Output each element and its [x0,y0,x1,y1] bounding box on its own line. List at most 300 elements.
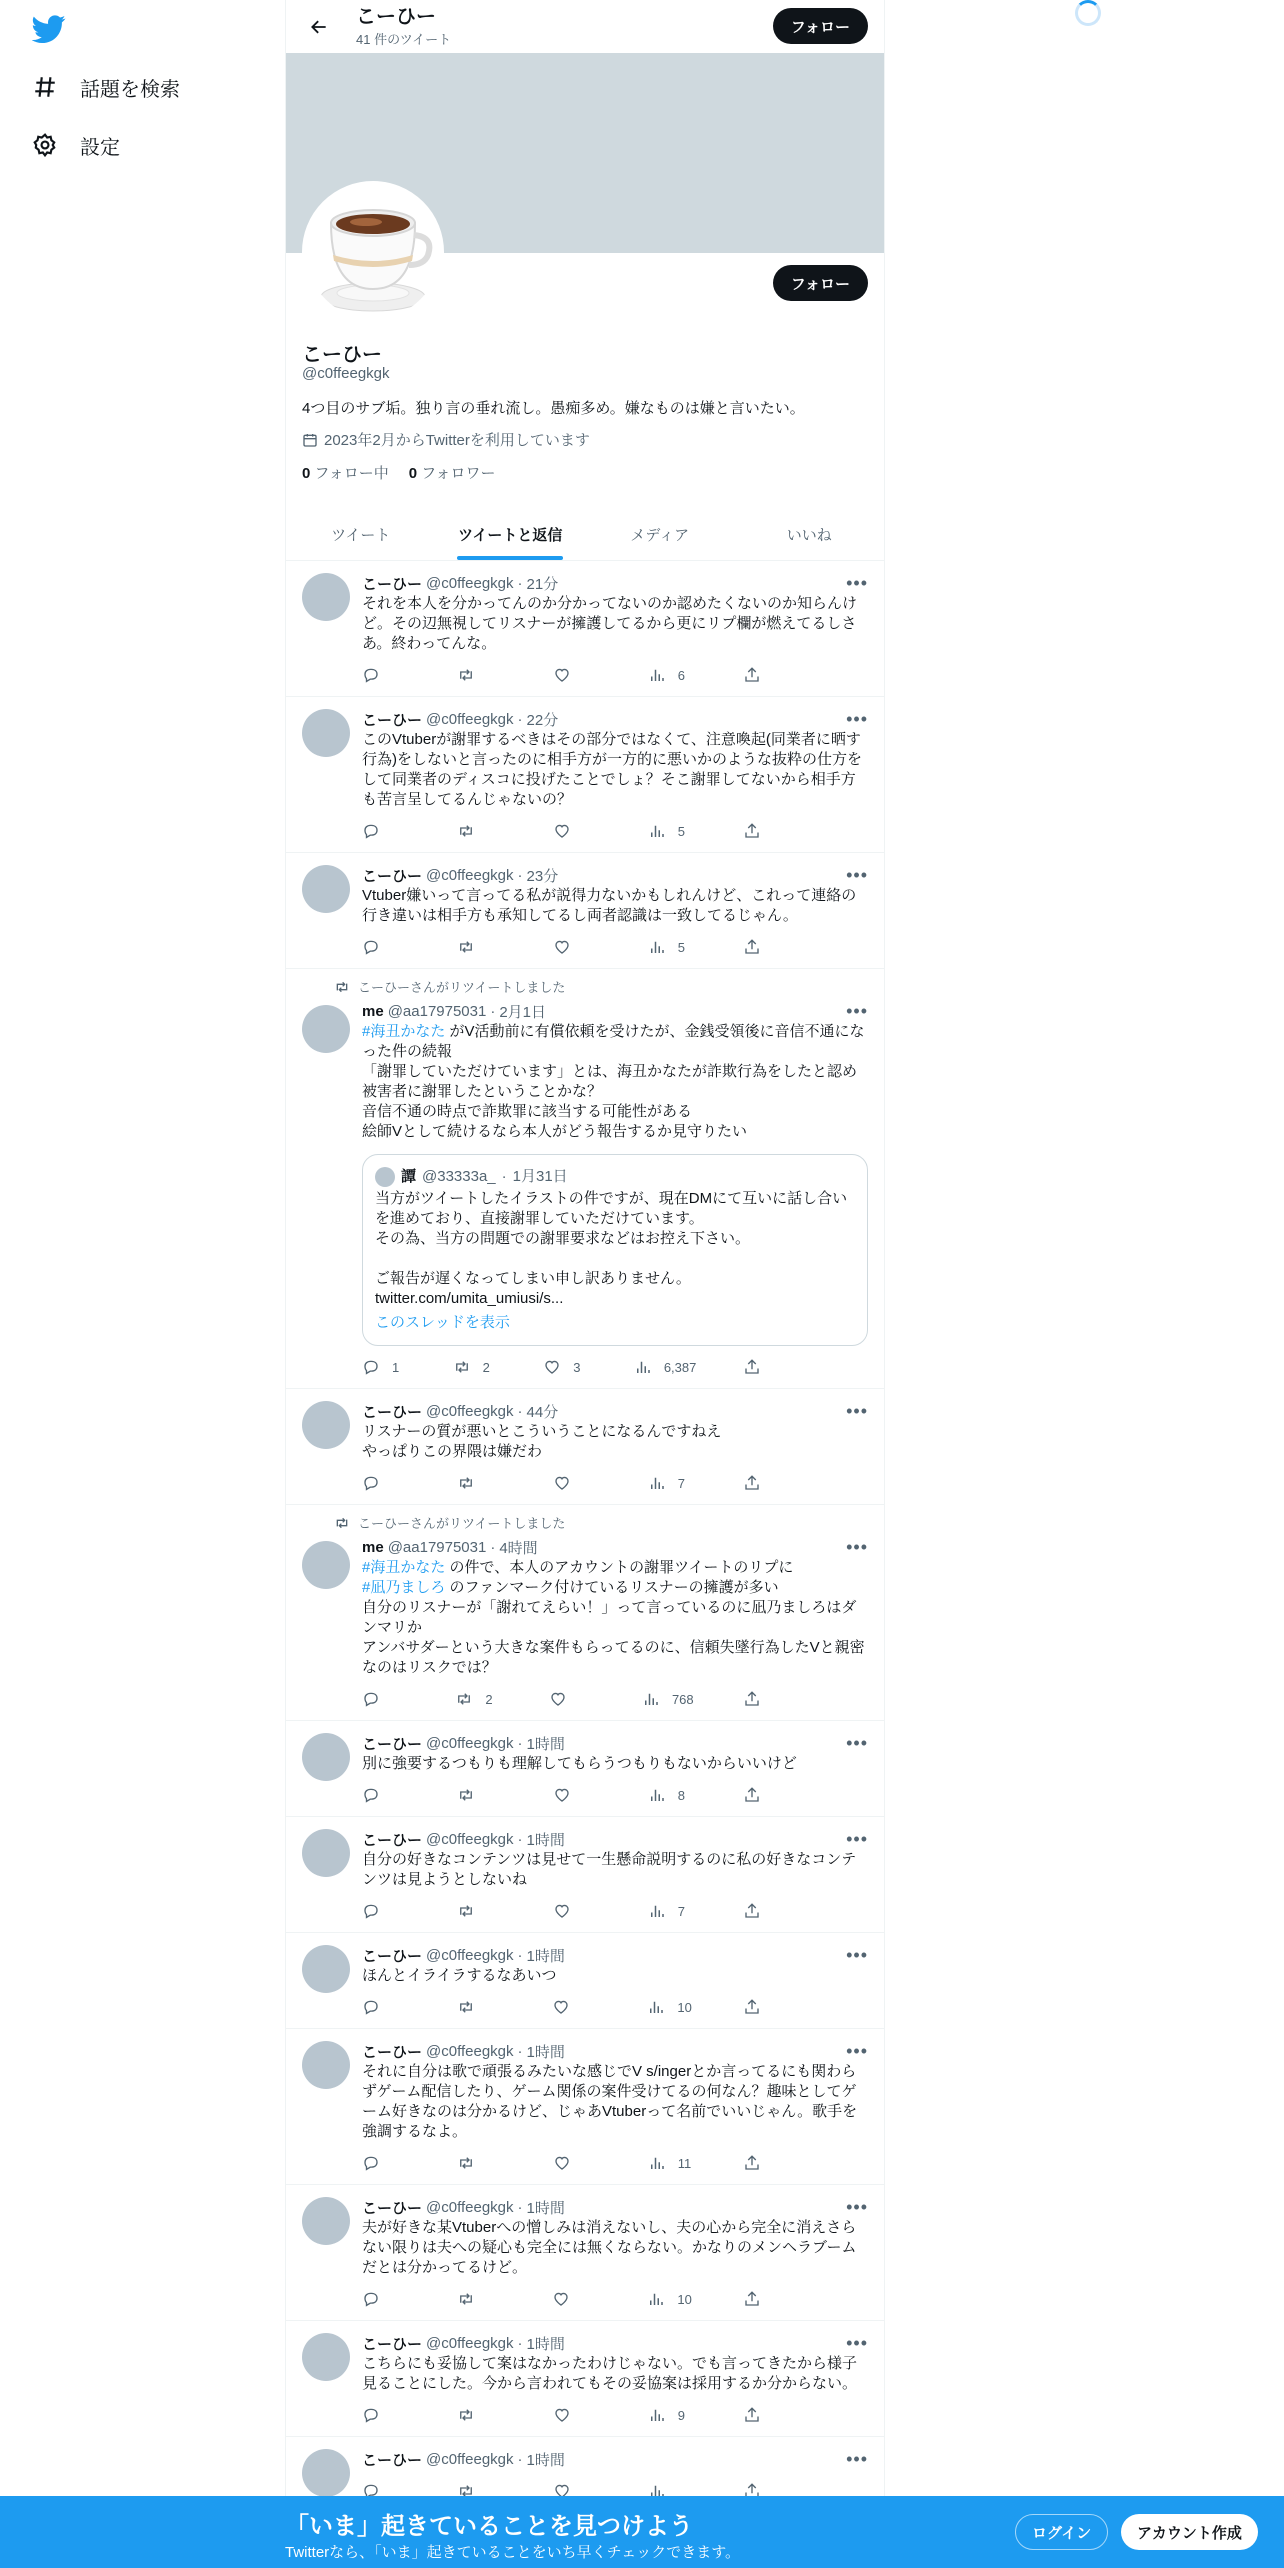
arrow-left-icon [309,17,329,37]
more-options-icon[interactable]: ••• [846,1829,868,1849]
tweet-text: こちらにも妥協して案はなかったわけじゃない。でも言ってきたから様子見ることにした。今から言われてもその妥協案は採用するか分からない。 [362,2355,858,2392]
tweet-text: #海丑かなた の件で、本人のアカウントの謝罪ツイートのリプに #凪乃ましろ のファンマーク付けているリスナーの擁護が多い 自分のリスナーが「謝れてえらい！」って言っているのに凪乃ましろはダンマリか アンバサダーという大きな案件もらってるのに、信頼失墜行為したVと親密なのはリスクでは？ [362,1559,865,1676]
tweet-author-name[interactable]: こーひー [362,1404,423,1421]
tweet-time[interactable]: 2月1日 [499,1004,547,1021]
retweet-indicator: こーひーさんがリツイートしました [334,977,565,996]
tweet-author-handle[interactable]: @c0ffeegkgk [426,1831,514,1848]
hashtag-icon [32,74,58,100]
retweet-icon [457,1998,475,2016]
tweet-meta: こーひー @c0ffeegkgk · 1時間 [362,1947,565,1965]
tweet-actions [362,1902,787,1920]
views-button[interactable]: 5 [648,822,692,840]
more-options-icon[interactable]: ••• [846,1537,868,1557]
share-icon [743,1474,761,1492]
tweet-time[interactable]: 1時間 [526,2452,565,2469]
tweet-text: 別に強要するつもりも理解してもらうつもりもないからいいけど [362,1755,797,1772]
reply-button[interactable] [362,1474,406,1492]
retweet-button[interactable] [457,2290,501,2308]
views-chart-icon [648,1902,666,1920]
tweet-avatar[interactable] [302,2449,350,2497]
tweet-avatar[interactable] [302,1945,350,1993]
reply-icon [362,1690,380,1708]
share-icon [743,938,761,956]
tweet-avatar[interactable] [302,709,350,757]
retweet-icon [457,822,475,840]
signup-banner [0,2496,1284,2568]
share-button[interactable] [743,2406,787,2424]
tweet-body [362,1401,868,1492]
reply-icon [362,2154,380,2172]
tweet[interactable] [286,2185,884,2321]
tweet-time[interactable]: 1時間 [526,1832,565,1849]
tweet-author-name[interactable]: me [362,1003,384,1020]
retweet-icon [457,1786,475,1804]
retweet-button[interactable] [457,2406,501,2424]
profile-joined-text: 2023年2月からTwitterを利用しています [324,432,590,449]
tweet-time[interactable]: 1時間 [526,1736,565,1753]
reply-button[interactable] [362,2406,406,2424]
retweet-button[interactable] [457,2154,501,2172]
tweet-text: #海丑かなた がV活動前に有償依頼を受けたが、金銭受領後に音信不通になった件の続報 「謝罪していただけています」とは、海丑かなたが詐欺行為をしたと認め被害者に謝罪したということかな？ 音信不通の時点で詐欺罪に該当する可能性がある 絵師Vとして続けるなら本人がどう報告するか見守りたい [362,1023,865,1140]
tweet-author-name[interactable]: こーひー [362,712,423,729]
profile-avatar[interactable] [302,181,444,323]
tweet-meta: こーひー @c0ffeegkgk · 1時間 [362,2335,565,2353]
quoted-tweet-meta: 譚 @33333a_ · 1月31日 [375,1167,855,1187]
tweet-author-handle[interactable]: @aa17975031 [387,1539,487,1556]
views-chart-icon [648,666,666,684]
tweet-meta: me @aa17975031 · 2月1日 [362,1003,547,1021]
profile-stats [302,462,496,483]
views-button[interactable]: 6 [648,666,692,684]
heart-icon [553,2406,571,2424]
tweet-author-handle[interactable]: @c0ffeegkgk [426,2335,514,2352]
retweet-icon [457,1474,475,1492]
reply-button[interactable] [362,822,406,840]
like-button[interactable] [553,2406,597,2424]
tweet-text: 夫が好きな某Vtuberへの憎しみは消えないし、夫の心から完全に消えさらない限りは夫への疑心も完全には無くならない。かなりのメンヘラブームだとは分かってるけど。 [362,2219,857,2276]
tweet-author-handle[interactable]: @c0ffeegkgk [426,2199,514,2216]
signup-banner-title: 「いま」起きていることを見つけよう [285,2513,693,2540]
tweet-time[interactable]: 1時間 [526,2044,565,2061]
reply-icon [362,2290,380,2308]
tab-likes[interactable]: いいね [786,526,832,544]
retweet-button[interactable] [457,1998,501,2016]
left-nav [0,0,285,2568]
header-follow-button[interactable]: フォロー [773,8,868,44]
tweet-avatar[interactable] [302,2333,350,2381]
views-chart-icon [642,1690,660,1708]
tweet-meta: こーひー @c0ffeegkgk · 1時間 [362,2043,565,2061]
profile-joined [302,429,590,450]
reply-button[interactable]: 1 [362,1358,406,1376]
share-button[interactable] [743,2154,787,2172]
tweet[interactable] [286,2029,884,2185]
more-options-icon[interactable]: ••• [846,573,868,593]
twitter-logo-icon[interactable] [32,12,66,46]
heart-icon [553,822,571,840]
share-icon [743,1690,761,1708]
retweet-button[interactable] [457,1474,501,1492]
share-icon [743,666,761,684]
tweet-time[interactable]: 23分 [526,868,559,885]
heart-icon [543,1358,561,1376]
tweet-time[interactable]: 22分 [526,712,559,729]
share-icon [743,2406,761,2424]
profile-handle: @c0ffeegkgk [302,365,390,382]
retweet-icon [457,1902,475,1920]
tweet-text: 自分の好きなコンテンツは見せて一生懸命説明するのに私の好きなコンテンツは見ようとしないね [362,1851,857,1888]
share-icon [743,1998,761,2016]
hashtag-link[interactable]: #海丑かなた [362,1559,446,1576]
signup-button[interactable]: アカウント作成 [1121,2514,1258,2550]
tweet-actions [362,1690,787,1708]
hashtag-link[interactable]: #海丑かなた [362,1023,446,1040]
reply-icon [362,1474,380,1492]
share-button[interactable] [743,938,787,956]
tweet-actions [362,666,787,684]
tweet-actions [362,1786,787,1804]
tweet-meta: こーひー @c0ffeegkgk · 23分 [362,867,559,885]
like-button[interactable] [552,2290,596,2308]
profile-name: こーひー [302,344,382,366]
retweet-icon [457,666,475,684]
share-button[interactable] [743,1690,787,1708]
profile-follow-button[interactable]: フォロー [773,265,868,301]
reply-icon [362,1358,380,1376]
views-button[interactable]: 6,387 [634,1358,697,1376]
tab-tweets[interactable]: ツイート [331,526,391,544]
nav-explore[interactable] [32,59,180,115]
heart-icon [553,1786,571,1804]
tweet-text: このVtuberが謝罪するべきはその部分ではなくて、注意喚起(同業者に晒す行為)をしないと言ったのに相手方が一方的に悪いかのような抜粋の仕方をして同業者のディスコに投げたことでしょ？そこ謝罪してないから相手方も苦言呈してるんじゃないの？ [362,731,862,808]
tweet-time[interactable]: 1時間 [526,2336,565,2353]
share-button[interactable] [743,1902,787,1920]
tweet-avatar[interactable] [302,2041,350,2089]
following-link[interactable]: 0 フォロー中 [302,465,389,482]
heart-icon [552,1998,570,2016]
tweet-text: ほんとイライラするなあいつ [362,1967,557,1984]
tweet-avatar[interactable] [302,1733,350,1781]
tweet-author-handle[interactable]: @c0ffeegkgk [426,1947,514,1964]
views-chart-icon [648,2154,666,2172]
tweet-author-name[interactable]: me [362,1539,384,1556]
like-button[interactable] [553,2154,597,2172]
retweet-icon [457,938,475,956]
reply-button[interactable] [362,1902,406,1920]
heart-icon [553,1902,571,1920]
tweet-author-handle[interactable]: @c0ffeegkgk [426,2451,514,2468]
more-options-icon[interactable]: ••• [846,865,868,885]
quoted-tweet[interactable] [362,1154,868,1346]
retweet-button[interactable] [457,822,501,840]
share-icon [743,2154,761,2172]
tweet-body [362,1733,868,1804]
reply-icon [362,938,380,956]
reply-button[interactable] [362,938,406,956]
reply-button[interactable] [362,2290,406,2308]
main-column [285,0,885,2568]
reply-icon [362,1786,380,1804]
views-button[interactable]: 7 [648,1474,692,1492]
reply-button[interactable] [362,1690,406,1708]
tweet-actions [362,938,787,956]
followers-link[interactable]: 0 フォロワー [408,465,496,482]
share-button[interactable] [743,1786,787,1804]
like-button[interactable] [549,1690,593,1708]
more-options-icon[interactable]: ••• [846,2449,868,2469]
views-chart-icon [648,2406,666,2424]
heart-icon [553,2154,571,2172]
tweet[interactable] [286,969,884,1389]
reply-icon [362,2406,380,2424]
tweet-meta: こーひー @c0ffeegkgk · 1時間 [362,1735,565,1753]
tweet-body [362,865,868,956]
tweet-author-name[interactable]: こーひー [362,2336,423,2353]
views-button[interactable]: 8 [648,1786,692,1804]
tweet-time[interactable]: 1時間 [526,1948,565,1965]
retweet-icon [334,1515,350,1531]
like-button[interactable] [552,1998,596,2016]
tweet-actions [362,822,787,840]
like-button[interactable] [553,1474,597,1492]
tweet-time[interactable]: 1時間 [526,2200,565,2217]
views-chart-icon [647,1998,665,2016]
share-button[interactable] [743,1474,787,1492]
tweet-body [362,573,868,684]
heart-icon [549,1690,567,1708]
tweet[interactable] [286,561,884,697]
heart-icon [553,938,571,956]
tweet[interactable] [286,1505,884,1721]
tweet-text: Vtuber嫌いって言ってる私が説得力ないかもしれんけど、これって連絡の行き違いは相手方も承知してるし両者認識は一致してるじゃん。 [362,887,857,924]
views-chart-icon [634,1358,652,1376]
tweet-author-name[interactable]: こーひー [362,868,423,885]
tweet-body [362,2197,868,2308]
like-button[interactable] [553,666,597,684]
retweet-button[interactable]: 2 [455,1690,499,1708]
tweet-author-handle[interactable]: @c0ffeegkgk [426,2043,514,2060]
more-options-icon[interactable]: ••• [846,2041,868,2061]
more-options-icon[interactable]: ••• [846,709,868,729]
tweet-meta: me @aa17975031 · 4時間 [362,1539,538,1557]
tweet-avatar[interactable] [302,1829,350,1877]
tweet-avatar[interactable] [302,573,350,621]
tweet-author-name[interactable]: こーひー [362,2452,423,2469]
share-icon [743,2290,761,2308]
share-icon [743,1786,761,1804]
tweet-avatar[interactable] [302,865,350,913]
retweet-icon [457,2406,475,2424]
header-title: こーひー [356,6,436,28]
tweet-body [362,2449,868,2500]
retweet-icon [334,979,350,995]
views-chart-icon [648,938,666,956]
share-button[interactable] [743,1358,787,1376]
views-button[interactable]: 5 [648,938,692,956]
like-button[interactable] [553,822,597,840]
nav-settings-label: 設定 [80,136,120,159]
tweet-text: リスナーの質が悪いとこういうことになるんですねえ やっぱりこの界隈は嫌だわ [362,1423,722,1460]
reply-button[interactable] [362,1786,406,1804]
tweet[interactable] [286,1933,884,2029]
tweet-text: それを本人を分かってんのか分かってないのか認めたくないのか知らんけど。その辺無視してリスナーが擁護してるから更にリプ欄が燃えてるしさあ。終わってんな。 [362,595,858,652]
retweet-icon [457,2154,475,2172]
tweet-body [362,1829,868,1920]
tweet-meta: こーひー @c0ffeegkgk · 44分 [362,1403,559,1421]
tweet-time[interactable]: 4時間 [499,1540,538,1557]
retweet-icon [453,1358,471,1376]
header-tweet-count: 41 件のツイート [356,32,452,47]
like-button[interactable] [553,938,597,956]
profile-header [286,0,884,53]
retweet-button[interactable] [457,666,501,684]
quoted-avatar [375,1167,395,1187]
gear-icon [32,132,58,158]
views-button[interactable]: 7 [648,1902,692,1920]
tweet[interactable] [286,1817,884,1933]
tweet-author-name[interactable]: こーひー [362,576,423,593]
tweet-avatar[interactable] [302,1005,350,1053]
tweet-body [362,709,868,840]
profile-info [286,253,884,508]
more-options-icon[interactable]: ••• [846,1401,868,1421]
tweet[interactable] [286,853,884,969]
tweet-actions [362,1358,787,1376]
tweet-avatar[interactable] [302,1401,350,1449]
tweet-author-name[interactable]: こーひー [362,2200,423,2217]
show-thread-link[interactable]: このスレッドを表示 [375,1314,510,1331]
profile-tabs [286,508,884,561]
more-options-icon[interactable]: ••• [846,1001,868,1021]
views-chart-icon [647,2290,665,2308]
share-button[interactable] [743,822,787,840]
reply-icon [362,822,380,840]
views-button[interactable]: 11 [648,2154,692,2172]
tweet-author-handle[interactable]: @c0ffeegkgk [426,711,514,728]
more-options-icon[interactable]: ••• [846,2333,868,2353]
calendar-icon [302,432,318,448]
tweet-meta: こーひー @c0ffeegkgk · 1時間 [362,1831,565,1849]
quoted-tweet-text: 当方がツイートしたイラストの件ですが、現在DMにて互いに話し合いを進めており、直接謝罪していただけています。 その為、当方の問題での謝罪要求などはお控え下さい。 ご報告が遅くなってしまい申し訳ありません。 twitter.com/umita_umiusi/s... [375,1190,848,1307]
tweet-author-handle[interactable]: @c0ffeegkgk [426,1403,514,1420]
like-button[interactable] [553,1902,597,1920]
share-icon [743,1902,761,1920]
tweet-author-handle[interactable]: @aa17975031 [387,1003,487,1020]
reply-button[interactable] [362,2154,406,2172]
tweet-meta: こーひー @c0ffeegkgk · 1時間 [362,2199,565,2217]
nav-explore-label: 話題を検索 [80,78,180,101]
tweet-time[interactable]: 21分 [526,576,559,593]
reply-icon [362,1998,380,2016]
tweet-text: それに自分は歌で頑張るみたいな感じでV s/ingerとか言ってるにも関わらずゲーム配信したり、ゲーム関係の案件受けてるの何なん？趣味としてゲーム好きなのは分かるけど、じゃあVtuberって名前でいいじゃん。歌手を強調するなよ。 [362,2063,858,2140]
heart-icon [553,666,571,684]
timeline [286,561,884,2513]
tweet-author-handle[interactable]: @c0ffeegkgk [426,575,514,592]
views-chart-icon [648,1474,666,1492]
like-button[interactable]: 3 [543,1358,587,1376]
tweet-body [362,1001,868,1376]
tab-tweets-and-replies[interactable]: ツイートと返信 [436,508,586,560]
hashtag-link[interactable]: #凪乃ましろ [362,1579,446,1596]
views-chart-icon [648,1786,666,1804]
reply-button[interactable] [362,666,406,684]
tweet-actions [362,1998,787,2016]
like-button[interactable] [553,1786,597,1804]
retweet-button[interactable] [457,938,501,956]
tweet[interactable] [286,1721,884,1817]
share-icon [743,1358,761,1376]
retweet-icon [457,2290,475,2308]
views-button[interactable]: 9 [648,2406,692,2424]
tweet-body [362,2041,868,2172]
tweet-actions [362,2406,787,2424]
tweet-avatar[interactable] [302,2197,350,2245]
more-options-icon[interactable]: ••• [846,1945,868,1965]
retweet-button[interactable] [457,1902,501,1920]
loading-spinner-icon [1075,0,1101,26]
tweet-author-name[interactable]: こーひー [362,1948,423,1965]
tweet-actions [362,1474,787,1492]
tweet-author-handle[interactable]: @c0ffeegkgk [426,867,514,884]
tab-media[interactable]: メディア [630,526,690,544]
retweet-indicator: こーひーさんがリツイートしました [334,1513,565,1532]
tweet-avatar[interactable] [302,1541,350,1589]
right-column [1075,0,1105,30]
heart-icon [553,1474,571,1492]
more-options-icon[interactable]: ••• [846,2197,868,2217]
tweet-author-name[interactable]: こーひー [362,1832,423,1849]
tweet-actions [362,2290,787,2308]
tweet[interactable] [286,697,884,853]
tweet-body [362,2333,868,2424]
tweet-meta: こーひー @c0ffeegkgk · 1時間 [362,2451,565,2469]
tweet-meta: こーひー @c0ffeegkgk · 22分 [362,711,559,729]
profile-bio: 4つ目のサブ垢。独り言の垂れ流し。愚痴多め。嫌なものは嫌と言いたい。 [302,400,805,417]
reply-button[interactable] [362,1998,406,2016]
tweet-actions [362,2154,787,2172]
coffee-cup-icon [306,185,440,319]
tweet-meta: こーひー @c0ffeegkgk · 21分 [362,575,559,593]
signup-banner-subtitle: Twitterなら、「いま」起きていることをいち早くチェックできます。 [285,2544,741,2561]
share-button[interactable] [743,666,787,684]
reply-icon [362,1902,380,1920]
retweet-button[interactable] [457,1786,501,1804]
login-button[interactable]: ログイン [1015,2514,1108,2550]
retweet-button[interactable]: 2 [453,1358,497,1376]
heart-icon [552,2290,570,2308]
share-button[interactable] [743,2290,787,2308]
tweet-author-name[interactable]: こーひー [362,2044,423,2061]
reply-icon [362,666,380,684]
tweet-body [362,1945,868,2016]
tweet-body [362,1537,868,1708]
views-button[interactable]: 768 [642,1690,694,1708]
share-button[interactable] [743,1998,787,2016]
tweet-time[interactable]: 44分 [526,1404,559,1421]
tweet-author-name[interactable]: こーひー [362,1736,423,1753]
tweet[interactable] [286,2321,884,2437]
more-options-icon[interactable]: ••• [846,1733,868,1753]
back-button[interactable] [302,10,336,44]
views-button[interactable]: 10 [647,1998,691,2016]
nav-settings[interactable] [32,117,120,173]
retweet-icon [455,1690,473,1708]
share-icon [743,822,761,840]
views-chart-icon [648,822,666,840]
views-button[interactable]: 10 [647,2290,691,2308]
tweet-author-handle[interactable]: @c0ffeegkgk [426,1735,514,1752]
tweet[interactable] [286,1389,884,1505]
